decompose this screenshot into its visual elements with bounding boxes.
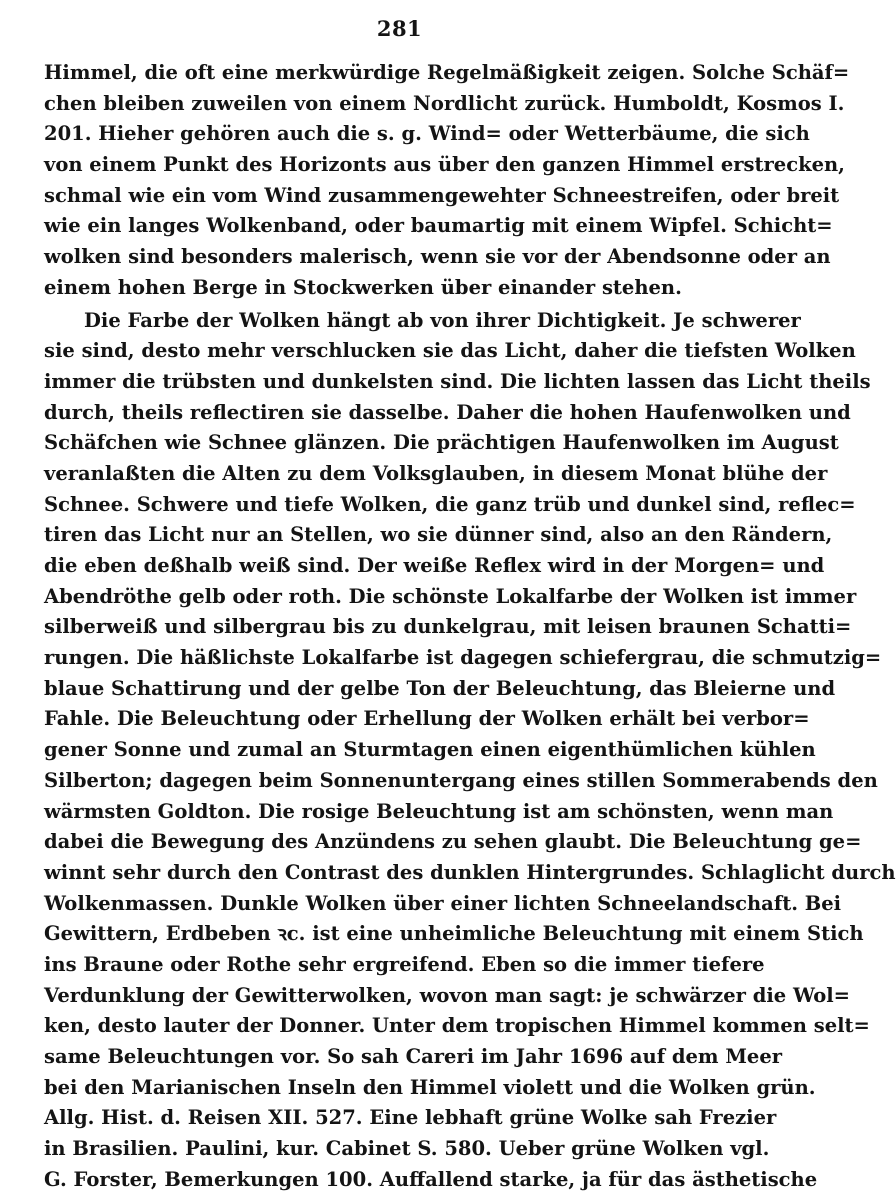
text-line: schmal wie ein vom Wind zusammengewehter Schneestreifen, oder breit [44,183,840,207]
text-line: Himmel, die oft eine merkwürdige Regelmäßigkeit zeigen. Solche Schäf= [44,61,850,84]
text-line: wärmsten Goldton. Die rosige Beleuchtung ist am schönsten, wenn man [44,799,834,823]
text-line: Schäfchen wie Schnee glänzen. Die prächtigen Haufenwolken im August [44,431,839,455]
text-line: Abendröthe gelb oder roth. Die schönste Lokalfarbe der Wolken ist immer [44,584,857,608]
text-line: durch, theils reflectiren sie dasselbe. Daher die hohen Haufenwolken und [44,400,851,424]
text-line: winnt sehr durch den Contrast des dunklen Hintergrundes. Schlaglicht durch [44,860,896,884]
paragraph-2 [44,306,896,1196]
text-line: wie ein langes Wolkenband, oder baumartig mit einem Wipfel. Schicht= [44,214,833,238]
body-text [44,58,896,1195]
text-line: Fahle. Die Beleuchtung oder Erhellung der Wolken erhält bei verbor= [44,707,810,731]
text-line: sie sind, desto mehr verschlucken sie das Licht, daher die tiefsten Wolken [44,339,856,363]
text-line: ins Braune oder Rothe sehr ergreifend. Eben so die immer tiefere [44,952,765,976]
text-line: Die Farbe der Wolken hängt ab von ihrer Dichtigkeit. Je schwerer [84,308,801,332]
text-line: veranlaßten die Alten zu dem Volksglauben, in diesem Monat blühe der [44,461,828,485]
text-line: ken, desto lauter der Donner. Unter dem tropischen Himmel kommen selt= [44,1014,870,1038]
text-line: same Beleuchtungen vor. So sah Careri im Jahr 1696 auf dem Meer [44,1045,783,1068]
text-line: silberweiß und silbergrau bis zu dunkelgrau, mit leisen braunen Schatti= [44,615,852,639]
text-line: wolken sind besonders malerisch, wenn sie vor der Abendsonne oder an [44,245,831,269]
text-line: immer die trübsten und dunkelsten sind. Die lichten lassen das Licht theils [44,369,871,393]
text-line: Gewittern, Erdbeben ꝛc. ist eine unheimliche Beleuchtung mit einem Stich [44,922,864,946]
text-line: Wolkenmassen. Dunkle Wolken über einer lichten Schneelandschaft. Bei [44,891,842,915]
text-line: dabei die Bewegung des Anzündens zu sehen glaubt. Die Beleuchtung ge= [44,830,862,854]
text-line: gener Sonne und zumal an Sturmtagen einen eigenthümlichen kühlen [44,738,816,762]
text-line: Silberton; dagegen beim Sonnenuntergang eines stillen Sommerabends den [44,768,878,792]
text-line: tiren das Licht nur an Stellen, wo sie dünner sind, also an den Rändern, [44,523,833,547]
text-line: Schnee. Schwere und tiefe Wolken, die ganz trüb und dunkel sind, reflec= [44,492,856,516]
text-line: rungen. Die häßlichste Lokalfarbe ist dagegen schiefergrau, die schmutzig= [44,646,882,670]
text-line: chen bleiben zuweilen von einem Nordlicht zurück. Humboldt, Kosmos I. [44,91,845,115]
text-line: in Brasilien. Paulini, kur. Cabinet S. 580. Ueber grüne Wolken vgl. [44,1137,770,1161]
text-line: 201. Hieher gehören auch die s. g. Wind= oder Wetterbäume, die sich [44,122,810,146]
text-line: Allg. Hist. d. Reisen XII. 527. Eine lebhaft grüne Wolke sah Frezier [44,1106,777,1130]
text-line: von einem Punkt des Horizonts aus über den ganzen Himmel erstrecken, [44,153,845,177]
text-line: bei den Marianischen Inseln den Himmel violett und die Wolken grün. [44,1075,816,1099]
text-line: blaue Schattirung und der gelbe Ton der Beleuchtung, das Bleierne und [44,676,836,700]
paragraph-1 [44,58,850,304]
page-number: 281 [376,16,423,41]
text-line: Verdunklung der Gewitterwolken, wovon man sagt: je schwärzer die Wol= [44,983,851,1007]
text-line: einem hohen Berge in Stockwerken über einander stehen. [44,275,682,299]
text-line: die eben deßhalb weiß sind. Der weiße Reflex wird in der Morgen= und [44,554,825,577]
text-line: G. Forster, Bemerkungen 100. Auffallend starke, ja für das ästhetische [44,1167,818,1191]
